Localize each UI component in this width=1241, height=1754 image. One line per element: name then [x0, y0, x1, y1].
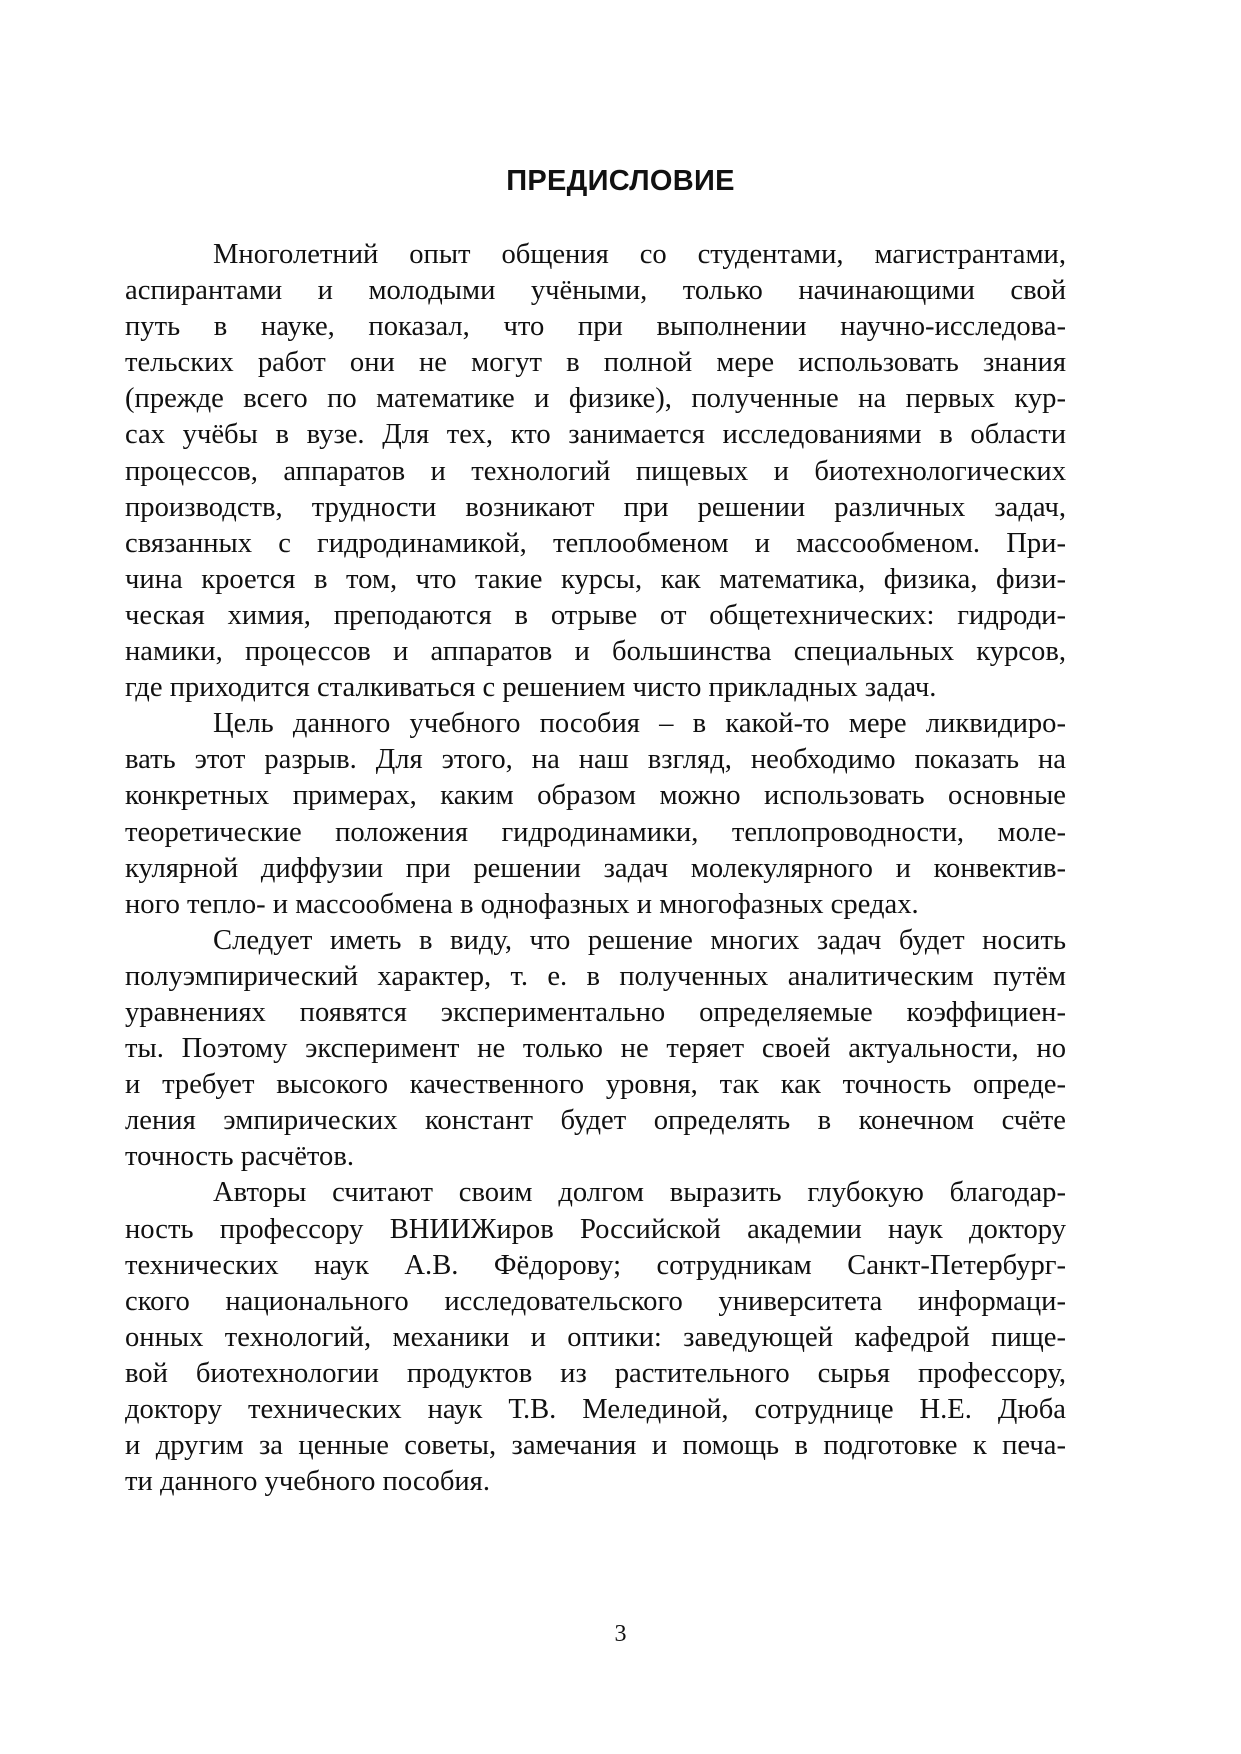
- text-line: путь в науке, показал, что при выполнении научно-исследова-: [125, 311, 1066, 343]
- text-line: сах учёбы в вузе. Для тех, кто занимается исследованиями в области: [125, 419, 1066, 451]
- text-line: ского национального исследовательского университета информаци-: [125, 1285, 1066, 1317]
- text-line: ность профессору ВНИИЖиров Российской академии наук доктору: [125, 1213, 1066, 1245]
- text-line: точность расчётов.: [125, 1141, 354, 1173]
- text-line: тельских работ они не могут в полной мере использовать знания: [125, 347, 1066, 379]
- text-line: полуэмпирический характер, т. е. в полученных аналитическим путём: [125, 960, 1066, 992]
- text-line: ного тепло- и массообмена в однофазных и многофазных средах.: [125, 888, 919, 920]
- text-line: Цель данного учебного пособия – в какой-то мере ликвидиро-: [213, 708, 1066, 740]
- paragraph: [125, 237, 1066, 706]
- text-line: технических наук А.В. Фёдорову; сотрудникам Санкт-Петербург-: [125, 1249, 1066, 1281]
- page-number: 3: [614, 1621, 627, 1647]
- text-line: производств, трудности возникают при решении различных задач,: [125, 491, 1066, 523]
- text-line: теоретические положения гидродинамики, теплопроводности, моле-: [125, 816, 1066, 848]
- text-line: где приходится сталкиваться с решением чисто прикладных задач.: [125, 672, 937, 704]
- text-line: конкретных примерах, каким образом можно использовать основные: [125, 780, 1066, 812]
- text-line: (прежде всего по математике и физике), полученные на первых кур-: [125, 383, 1066, 415]
- text-line: ления эмпирических констант будет определять в конечном счёте: [125, 1105, 1066, 1137]
- text-line: Многолетний опыт общения со студентами, магистрантами,: [213, 239, 1066, 270]
- text-line: онных технологий, механики и оптики: заведующей кафедрой пище-: [125, 1321, 1066, 1353]
- paragraph: [125, 923, 1066, 1176]
- text-line: Авторы считают своим долгом выразить глубокую благодар-: [213, 1177, 1066, 1209]
- text-line: ти данного учебного пособия.: [125, 1466, 490, 1498]
- text-line: аспирантами и молодыми учёными, только начинающими свой: [125, 275, 1066, 307]
- text-line: и требует высокого качественного уровня, так как точность опреде-: [125, 1069, 1066, 1101]
- text-line: ты. Поэтому эксперимент не только не теряет своей актуальности, но: [125, 1033, 1066, 1065]
- text-line: ческая химия, преподаются в отрыве от общетехнических: гидроди-: [125, 599, 1066, 631]
- text-line: намики, процессов и аппаратов и большинства специальных курсов,: [125, 636, 1066, 668]
- paragraph: [125, 1175, 1066, 1500]
- text-line: связанных с гидродинамикой, теплообменом и массообменом. При-: [125, 527, 1066, 559]
- text-line: доктору технических наук Т.В. Мелединой, сотруднице Н.Е. Дюба: [125, 1394, 1066, 1425]
- text-line: кулярной диффузии при решении задач молекулярного и конвектив-: [125, 852, 1066, 884]
- text-line: вать этот разрыв. Для этого, на наш взгляд, необходимо показать на: [125, 744, 1066, 776]
- text-line: уравнениях появятся экспериментально определяемые коэффициен-: [125, 996, 1066, 1028]
- text-line: вой биотехнологии продуктов из растительного сырья профессору,: [125, 1357, 1066, 1389]
- text-line: Следует иметь в виду, что решение многих задач будет носить: [213, 924, 1066, 956]
- preface-body: [125, 237, 1066, 1500]
- text-line: и другим за ценные советы, замечания и помощь в подготовке к печа-: [125, 1430, 1066, 1462]
- text-line: процессов, аппаратов и технологий пищевых и биотехнологических: [125, 455, 1066, 487]
- paragraph: [125, 706, 1066, 923]
- page-title: ПРЕДИСЛОВИЕ: [506, 165, 735, 197]
- text-line: чина кроется в том, что такие курсы, как математика, физика, физи-: [125, 563, 1066, 595]
